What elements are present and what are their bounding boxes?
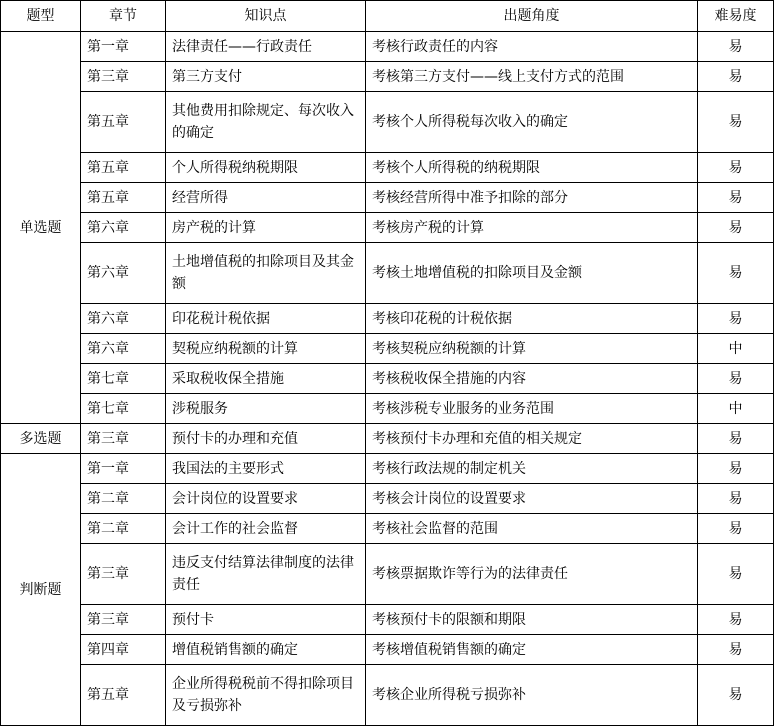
- header-chapter: 章节: [81, 1, 166, 32]
- difficulty-cell: 易: [698, 213, 774, 243]
- table-row: [1, 304, 774, 334]
- question-angle-cell: 考核印花税的计税依据: [366, 304, 698, 334]
- question-angle-cell: 考核土地增值税的扣除项目及金额: [366, 243, 698, 304]
- chapter-cell: 第六章: [81, 243, 166, 304]
- chapter-cell: 第五章: [81, 153, 166, 183]
- header-question-angle: 出题角度: [366, 1, 698, 32]
- question-angle-cell: 考核预付卡办理和充值的相关规定: [366, 424, 698, 454]
- difficulty-cell: 易: [698, 304, 774, 334]
- difficulty-cell: 易: [698, 153, 774, 183]
- knowledge-point-cell: 第三方支付: [166, 62, 366, 92]
- chapter-cell: 第五章: [81, 665, 166, 726]
- difficulty-cell: 易: [698, 424, 774, 454]
- question-angle-cell: 考核契税应纳税额的计算: [366, 334, 698, 364]
- chapter-cell: 第六章: [81, 304, 166, 334]
- question-angle-cell: 考核票据欺诈等行为的法律责任: [366, 544, 698, 605]
- chapter-cell: 第二章: [81, 484, 166, 514]
- header-row: [1, 1, 774, 32]
- chapter-cell: 第一章: [81, 32, 166, 62]
- chapter-cell: 第二章: [81, 514, 166, 544]
- difficulty-cell: 易: [698, 544, 774, 605]
- chapter-cell: 第七章: [81, 394, 166, 424]
- knowledge-point-cell: 个人所得税纳税期限: [166, 153, 366, 183]
- difficulty-cell: 中: [698, 334, 774, 364]
- knowledge-point-cell: 企业所得税税前不得扣除项目及亏损弥补: [166, 665, 366, 726]
- table-row: [1, 364, 774, 394]
- question-type-cell: 多选题: [1, 424, 81, 454]
- knowledge-point-cell: 增值税销售额的确定: [166, 635, 366, 665]
- difficulty-cell: 易: [698, 243, 774, 304]
- table-row: [1, 213, 774, 243]
- difficulty-cell: 易: [698, 364, 774, 394]
- knowledge-point-cell: 经营所得: [166, 183, 366, 213]
- knowledge-point-cell: 房产税的计算: [166, 213, 366, 243]
- knowledge-point-cell: 会计岗位的设置要求: [166, 484, 366, 514]
- table-row: [1, 92, 774, 153]
- table-row: [1, 635, 774, 665]
- knowledge-point-cell: 采取税收保全措施: [166, 364, 366, 394]
- knowledge-point-cell: 我国法的主要形式: [166, 454, 366, 484]
- chapter-cell: 第三章: [81, 544, 166, 605]
- header-difficulty: 难易度: [698, 1, 774, 32]
- chapter-cell: 第七章: [81, 364, 166, 394]
- question-angle-cell: 考核社会监督的范围: [366, 514, 698, 544]
- table-row: [1, 183, 774, 213]
- difficulty-cell: 易: [698, 665, 774, 726]
- table-row: [1, 514, 774, 544]
- difficulty-cell: 易: [698, 62, 774, 92]
- table-row: [1, 484, 774, 514]
- chapter-cell: 第一章: [81, 454, 166, 484]
- question-angle-cell: 考核增值税销售额的确定: [366, 635, 698, 665]
- question-angle-cell: 考核第三方支付——线上支付方式的范围: [366, 62, 698, 92]
- table-row: [1, 153, 774, 183]
- difficulty-cell: 易: [698, 484, 774, 514]
- table-row: [1, 394, 774, 424]
- table-row: [1, 605, 774, 635]
- table-body: [1, 32, 774, 726]
- knowledge-point-cell: 其他费用扣除规定、每次收入的确定: [166, 92, 366, 153]
- knowledge-point-cell: 法律责任——行政责任: [166, 32, 366, 62]
- table-row: [1, 32, 774, 62]
- table-row: [1, 334, 774, 364]
- chapter-cell: 第三章: [81, 62, 166, 92]
- table-row: [1, 665, 774, 726]
- table-row: [1, 544, 774, 605]
- question-angle-cell: 考核行政责任的内容: [366, 32, 698, 62]
- difficulty-cell: 易: [698, 454, 774, 484]
- header-knowledge-point: 知识点: [166, 1, 366, 32]
- chapter-cell: 第六章: [81, 334, 166, 364]
- difficulty-cell: 易: [698, 605, 774, 635]
- question-angle-cell: 考核房产税的计算: [366, 213, 698, 243]
- table-row: [1, 424, 774, 454]
- question-angle-cell: 考核预付卡的限额和期限: [366, 605, 698, 635]
- knowledge-point-cell: 会计工作的社会监督: [166, 514, 366, 544]
- table-row: [1, 243, 774, 304]
- chapter-cell: 第三章: [81, 605, 166, 635]
- difficulty-cell: 中: [698, 394, 774, 424]
- knowledge-point-cell: 土地增值税的扣除项目及其金额: [166, 243, 366, 304]
- knowledge-point-cell: 契税应纳税额的计算: [166, 334, 366, 364]
- question-type-cell: 判断题: [1, 454, 81, 726]
- chapter-cell: 第六章: [81, 213, 166, 243]
- difficulty-cell: 易: [698, 183, 774, 213]
- question-angle-cell: 考核涉税专业服务的业务范围: [366, 394, 698, 424]
- knowledge-point-cell: 预付卡的办理和充值: [166, 424, 366, 454]
- question-angle-cell: 考核企业所得税亏损弥补: [366, 665, 698, 726]
- difficulty-cell: 易: [698, 32, 774, 62]
- chapter-cell: 第五章: [81, 183, 166, 213]
- knowledge-point-cell: 预付卡: [166, 605, 366, 635]
- chapter-cell: 第五章: [81, 92, 166, 153]
- question-angle-cell: 考核个人所得税每次收入的确定: [366, 92, 698, 153]
- question-type-cell: 单选题: [1, 32, 81, 424]
- knowledge-point-cell: 印花税计税依据: [166, 304, 366, 334]
- knowledge-point-cell: 违反支付结算法律制度的法律责任: [166, 544, 366, 605]
- question-angle-cell: 考核会计岗位的设置要求: [366, 484, 698, 514]
- difficulty-cell: 易: [698, 92, 774, 153]
- question-angle-cell: 考核个人所得税的纳税期限: [366, 153, 698, 183]
- chapter-cell: 第四章: [81, 635, 166, 665]
- question-angle-cell: 考核行政法规的制定机关: [366, 454, 698, 484]
- difficulty-cell: 易: [698, 635, 774, 665]
- header-type: 题型: [1, 1, 81, 32]
- table-row: [1, 62, 774, 92]
- table-row: [1, 454, 774, 484]
- difficulty-cell: 易: [698, 514, 774, 544]
- question-angle-cell: 考核税收保全措施的内容: [366, 364, 698, 394]
- question-angle-cell: 考核经营所得中准予扣除的部分: [366, 183, 698, 213]
- knowledge-point-cell: 涉税服务: [166, 394, 366, 424]
- chapter-cell: 第三章: [81, 424, 166, 454]
